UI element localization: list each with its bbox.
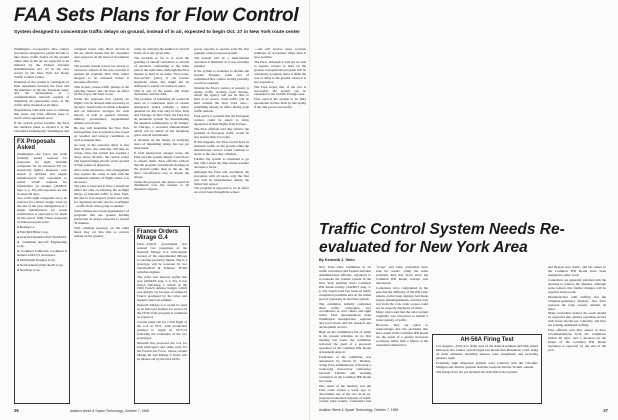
page-number-right: 37 xyxy=(603,408,608,413)
article2-para: and Boston area traffic, and the radars in the Common IFR Room have been assigned to other work. xyxy=(548,266,606,277)
article2-para: High on the committee's list of items is the present schedule. At its first meeting last week, the committee reviewed the goals of a proposed operation of the Common IFR Room at Kennedy Airport. xyxy=(319,330,371,355)
article2-para: However, they are quick to acknowledge that the problems that have arisen in the Common IFR Room are the result of a greatly increased workload, rather than a failure of the controllers themselves. xyxy=(376,323,428,348)
article1-para: safety by reducing the number of aircraft in the air at any given time. xyxy=(134,48,189,55)
article1-para: Still, schedule pressure, on the other hand, may cut into this so carriers remain on the ground. xyxy=(74,225,129,238)
sidebar-france-para: The order was forecast earlier this year (AW&ST Aug. 5, p. 35). It was issued following a redraft of the 1969 French defense budget, which was sharply cut because of strikes in France prompted by the labor and student crisis last summer. xyxy=(137,274,187,303)
article1-para: The FAA, although it will not be able to require carriers to hold on the ground, is hopeful the program will be voluntarily accepted, since it shifts the cost of delay to the ground, where it is less expensive. xyxy=(254,59,306,84)
article1-para: The program is expected to be in effect on a trial basis through the winter. xyxy=(194,186,249,195)
footer-right-text: Aviation Week & Space Technology, October 7, 1968 xyxy=(319,408,399,412)
sidebar-ah56a xyxy=(432,334,542,404)
article1-para: If such unexpected outages occur, the FAA said the system simply would have to absorb them. FAA officials believe that the program concentrates holding on the ground rather than in the air, the most cost-effective way to absorb the delays. xyxy=(134,150,189,179)
article2-col4 xyxy=(432,266,484,330)
article2-para: One result of the meeting was the FAA order, issued a week ago, to discontinue use of the two 41-in.-sq. projection television displays of traffic control radar returns. Controllers had xyxy=(319,383,371,404)
article1-para: He also will determine the New York metropolitan area acceptance rate, based on weather and runway conditions as well as manual data. xyxy=(74,126,129,142)
sidebar-fx-para: ● McDonnell Douglas Corp. xyxy=(17,257,56,262)
article1-para: FAA expects the system to be fully operational in New York by late spring if the trial proves successful. xyxy=(254,97,306,110)
article1-para: FAA said it is possible that the European carriers could be asked to delay departures of their flights from Europe. xyxy=(194,114,249,127)
article2-col1 xyxy=(319,266,371,404)
article2-para: Controllers are generally satisfied with the decision to remove the displays, although some believe that further changes will be required in the room. xyxy=(548,277,606,294)
article1-para: The system will be a semi-manual operation if instituted as it was currently planned. xyxy=(194,55,249,68)
article1-para: Although the FAA will coordinate the procedure with all users, only the first part will be implemented during the initial trial period. xyxy=(194,169,249,186)
sidebar-fx-para: ● Northrop Corp. xyxy=(17,267,41,272)
article1-para: The problem of informing all would-be users on a continuous basis of current anticipated delays remains a major question for this trial only in New York and Chicago. In New York, the FAA has an automatic system for disseminating the situation continuously to all airlines. In Chicago, a recorded announcement which can be dialed on the telephone gives current information. xyxy=(134,97,189,138)
headline-left: FAA Sets Plans for Flow Control xyxy=(14,5,299,26)
article1-col6 xyxy=(319,48,371,214)
article1-para: The FAA officials said they believe the problem of European traffic would be less serious than it is today. xyxy=(194,127,249,140)
sidebar-ah56a-para: Los Angeles—First live firing tests of the Army/Lockheed AH-56A armed helicopter fire control system began last month near Beaumont, Calif. using all main elements, including sensors, laser rangefinder and swiveling gunner's sight. xyxy=(436,344,538,360)
article2-para: Many critics said that the radar system originally was conceived to handle a lower density of traffic. xyxy=(376,310,428,323)
sidebar-fx-para: ● Lockheed California. Lockheed is teamed with LTV Aerospace. xyxy=(17,248,67,257)
article2-para: FAA officials said they expect to have recommendations from the committee within 60 days, and a decision on the future of the Common IFR Room operation is expected by the end of the year. xyxy=(548,328,606,353)
sidebar-fx-para: ● Fairchild Hiller Corp. xyxy=(17,230,49,235)
page-fold xyxy=(309,0,310,420)
article1-para: computer issues only direct aircraft in the air, which means that the controller uses operators on the basis of incomplete data. xyxy=(74,48,129,63)
article1-para: —and will receive more accurate estimates of acceptance times than is now possible. xyxy=(254,48,306,59)
sidebar-france-para: Paris—French government has ordered two prototypes of the Dassault Mirage G.4, twin-engine version of the experimental Mirage G variable-geometry fighter. The G.4 prototype will be powered by two Snecma/Pratt & Whitney TF306 turbofan engines. xyxy=(137,242,187,274)
sidebar-france-title: France Orders Mirage G.4 xyxy=(137,229,179,241)
article2-para: New York—New committee of air traffic controllers and Federal Aviation Administration officials, organized to re-evaluate the present system in the New York terminal area's Common IFR Room facility (AW&ST Aug. 5, p. 26), began work last week on traffic congestion problems and on the initial goal of preparing an alternate system. xyxy=(319,266,371,301)
article1-col3 xyxy=(134,48,189,222)
article1-para: As long as the expected delay is less than 30 min., the controller will take no action. Once the system has reached a delay above 30 min., the central action will begin holding aircraft on the ground at their points of departure. xyxy=(74,142,129,167)
article1-para: Further, the system is scheduled to go into effect about the time winter weather becomes a factor. xyxy=(194,156,249,169)
article2-para: Controllers have complained in the past that the difficulty of the IFR radar returns on the large displays had made targets indistinguishable, and that data lost from the 2-in. radar scopes could not be properly displayed on them. xyxy=(376,285,428,310)
article1-para: Negotiations with ATA were to continue this week, and FAA officials hope to reach a final agreement soon. xyxy=(14,108,69,121)
byline: By Kenneth J. Stein xyxy=(319,258,355,262)
page-number-left: 36 xyxy=(14,408,19,413)
sidebar-ah56a-para: The firings have not yet included the XM-200 rocket system. xyxy=(436,369,518,374)
article1-col10 xyxy=(432,48,484,214)
footer-left xyxy=(14,408,149,413)
sidebar-fx-title: FX Proposals Asked xyxy=(17,139,56,151)
sidebar-fx-para: Washington—Air Force last week formally issued requests for proposals for eight airframe companies for its advanced FX air-superiority fighter. Requests were issued to airframe and engine manufacturers that responded to earlier USAF requests for information on designs (AW&ST Sept. 2, p. 35), and responses are due in about 90 days. xyxy=(17,152,67,196)
sidebar-france-para: Dassault Mirage G.4 would be used as an intercept bomber for service in the 1970s if the program is continued as expected. xyxy=(137,303,187,320)
article1-para: If the system is extended to include the Golden Triangle, some sort of centralized flow control facility probably would be required. xyxy=(194,68,249,85)
article2-para: Dissatisfaction with staffing and the computer-generated displays that have replaced the large screens remains an issue. xyxy=(548,294,606,311)
article1-para: Outside the FAA's control, at present, is airline traffic arriving from Europe, which the agency will not be able to hold at its source. Such traffic will be held outside the New York area—something already in effect during peak traffic periods. xyxy=(194,85,249,114)
sidebar-france-body xyxy=(137,243,187,362)
article2-para: Many controllers believe the room should be separated into smaller operating sectors with fewer aircraft per controller, and they are seeking additional staffing. xyxy=(548,311,606,328)
article1-para: The FAA hopes that, if the test is successful, the system can be expanded to the Golden Triangle area. xyxy=(254,84,306,97)
article1-col4 xyxy=(194,48,249,404)
article2-col3 xyxy=(548,266,606,404)
sidebar-fx-proposals xyxy=(14,136,70,404)
article1-para: The plan is expected to have a beneficial effect not only on reducing the in-flight delays of inbound traffic to New York, but also to free airspace in that area both for departing aircraft and for overflights—traffic from cities going to another. xyxy=(74,184,129,209)
sidebar-fx-body xyxy=(17,153,67,273)
footer-left-text: Aviation Week & Space Technology, October 7, 1968 xyxy=(69,409,150,413)
article1-para: A decision on the means of notifying users of impending delays has not yet been made. xyxy=(134,137,189,150)
article2-para: Formation of the committee was announced by David D. Thomas, acting FAA administrator, following a week-long closed-door conference between Thomas and working controllers in the Common IFR Room last week. xyxy=(319,354,371,383)
article1-col7 xyxy=(376,48,428,214)
article1-col1 xyxy=(14,48,69,134)
sidebar-fx-para: ● Grumman Aircraft Engineering Corp. xyxy=(17,240,67,248)
article2-para: "scope" and radar controllers have said for weeks, citing the same problems they had faced since the Common IFR Room concept was introduced. xyxy=(376,266,428,285)
sidebar-ah56a-title: AH-56A Firing Test xyxy=(460,337,514,343)
headline-right: Traffic Control System Needs Re-evaluated for New York Area xyxy=(319,221,565,256)
sidebar-france-para: Dassault has proposed the G.4 for both interceptor and strike roles for the French Air Force, whose current Mirage III and Mirage V fleets will be phased out by the mid-1970s. xyxy=(137,340,187,361)
article1-col2 xyxy=(74,48,129,404)
article1-para: power capacity to operate even the first segment of the proposed system. xyxy=(194,48,249,55)
article1-para: Under the proposal, the delays would be distributed over the stations at all departure airports. xyxy=(134,179,189,192)
article2-para: The committee initially comprises three traffic controllers, two coordinators or crew chiefs, and eight senior FAA representatives from Washington headquarters, regional and local levels and the research and development service. xyxy=(319,301,371,330)
article1-para: If this happens, the FAA would hold its domestic traffic on the ground while the international carriers would continue to arrive at the rates they schedule. xyxy=(194,139,249,156)
article1-para: The problem so far is to work the granting of takeoff clearances to aircraft of operators conforming to the same plan at the same time. Although the FAA intends to hold in its name "first-come, first-served" policy, it can foresee situations where this might not be sufficient to satisfy all would-be users. xyxy=(134,55,189,88)
sidebar-fx-para: ● General Dynamics/Fort Worth Div. xyxy=(17,235,67,240)
article1-col9 xyxy=(548,48,606,214)
article1-para: Washington—Cooperative flow control procedures designed to permit aircraft to take major traffic delays on the ground rather than in the air are expected to be initiated by the Federal Aviation Administration Oct. 27 in the area served by the New York Air Route Traffic Control Center. xyxy=(14,48,69,79)
article1-para: Some airlines have been apprehensive of programs that use ground holding predicated on delays expected to exceed 30 minutes. xyxy=(74,209,129,226)
sidebar-france-para: Current plans call for a first flight of the G.4 in 1971, with production planned to begin in 1973-74 following the evaluation of the two prototypes. xyxy=(137,320,187,340)
sidebar-france-mirage xyxy=(134,226,190,404)
deck: System designed to concentrate traffic delays on ground, instead of in air, expected to begin Oct. 27 in New York route center xyxy=(14,30,300,35)
article1-para: This in turn, causes traffic pileups at the outlying centers and can have an effect all the way to the West Coast. xyxy=(74,84,129,97)
sidebar-fx-para: Two of the eight companies are to be selected for refined design work by the end of the year. Designation of a single manufacturer for actual construction is expected to be made by the end of 1969. Those requested to make proposals were: xyxy=(17,196,67,225)
article1-col8 xyxy=(489,48,543,214)
sidebar-fx-para: ● North American Rockwell Corp. xyxy=(17,262,64,267)
article1-para: The present system rejects too slowly to exceed its airports in the area, because it permits all available New York center airspace to be saturated before it becomes effective. xyxy=(74,63,129,84)
sidebar-ah56a-body xyxy=(436,345,538,375)
article2-col2 xyxy=(376,266,428,404)
sidebar-ah56a-para: Extremely high dispersion patterns were achieved with the 7.62-mm. Minigun and 40-mm. grenade launcher weapons and the 30-mm. cannon. xyxy=(436,360,538,369)
article1-para: Under the proposed new system, no flights will be delayed until necessary in advance, based both on airline schedules and on historical averages for each airport, as well as general aviation, military, government, supplemental airlines and air taxi. xyxy=(74,97,129,126)
article1-col5 xyxy=(254,48,306,404)
article1-para: Initiation of the system is contingent on final agreement between the FAA and the members of the Air Transport Assn. and the development of a communications network capable of informing all appropriate users of the traffic delay situation at all times. xyxy=(14,79,69,108)
sidebar-fx-para: ● Boeing Co. xyxy=(17,225,36,230)
article1-para: This is one of the points still under discussion with the ATA. xyxy=(134,88,189,97)
footer-right xyxy=(319,408,608,412)
article1-para: If the system proves feasible, the FAA has tentative plans to expand it to the Cleveland, Indianapolis, Washington and xyxy=(14,121,69,134)
article1-para: After some experience, this arrangement may require the center to deal with the cumulative number of flights where it is necessary. xyxy=(74,167,129,184)
